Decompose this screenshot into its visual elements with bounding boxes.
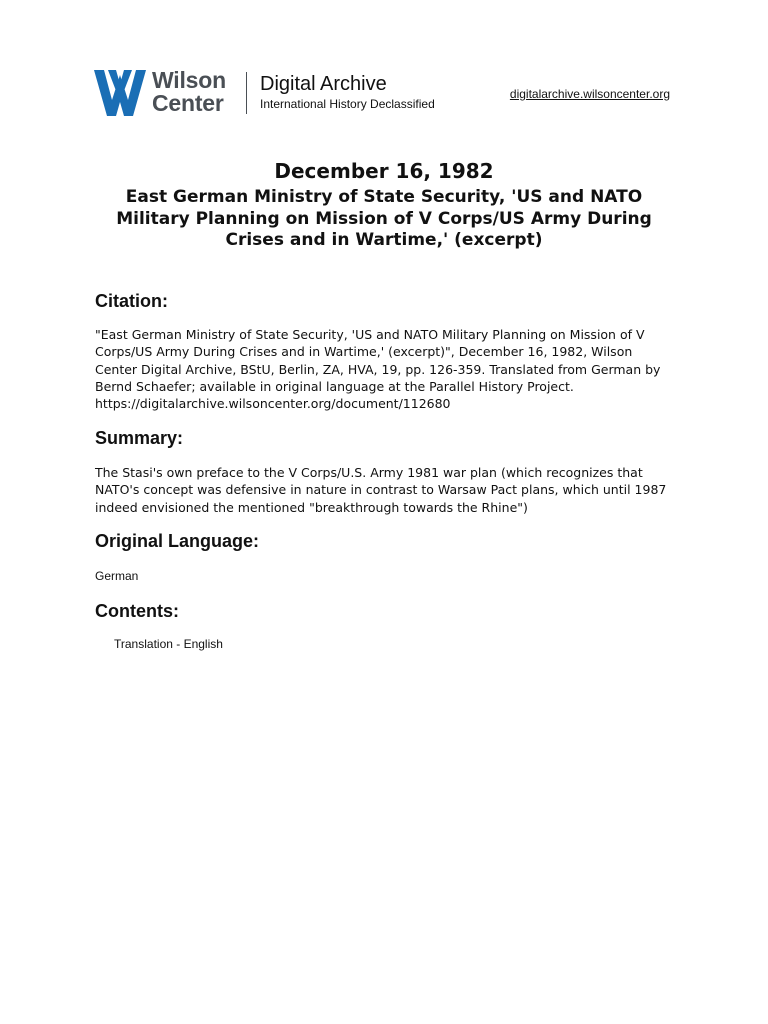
summary-text: The Stasi's own preface to the V Corps/U.S. Army 1981 war plan (which recognizes that NATO's concept was defensive in nature in contrast to Warsaw Pact plans, which until 1987 indeed envisioned the mentioned "breakthrough towards the Rhine") (95, 465, 667, 515)
original-language-value: German (95, 569, 139, 583)
document-date: December 16, 1982 (274, 159, 494, 183)
logo-text-wilson: Wilson (152, 67, 226, 93)
wilson-center-w-logo-icon (94, 70, 146, 116)
document-title: East German Ministry of State Security, 'US and NATO Military Planning on Mission of V Corps/US Army During Crises and in Wartime,' (excerpt) (116, 187, 652, 250)
logo-wordmark (152, 69, 242, 115)
archive-title: Digital Archive (260, 73, 387, 95)
summary-heading: Summary: (95, 428, 184, 448)
citation-text: "East German Ministry of State Security, 'US and NATO Military Planning on Mission of V Corps/US Army During Crises and in Wartime,' (excerpt)", December 16, 1982, Wilson Center Digital Archive, BStU, Berlin, ZA, HVA, 19, pp. 126-359. Translated from German by Bernd Schaefer; available in original language at the Parallel History Project. https://digitalarchive.wilsoncenter.org/document/112680 (95, 327, 661, 412)
header-divider (246, 72, 247, 114)
archive-subtitle: International History Declassified (260, 97, 435, 111)
logo-text-center: Center (152, 90, 224, 116)
contents-heading: Contents: (95, 601, 179, 621)
contents-item-translation[interactable]: Translation - English (114, 637, 223, 651)
original-language-heading: Original Language: (95, 531, 260, 551)
citation-heading: Citation: (95, 291, 168, 311)
archive-url-link[interactable]: digitalarchive.wilsoncenter.org (509, 87, 670, 101)
